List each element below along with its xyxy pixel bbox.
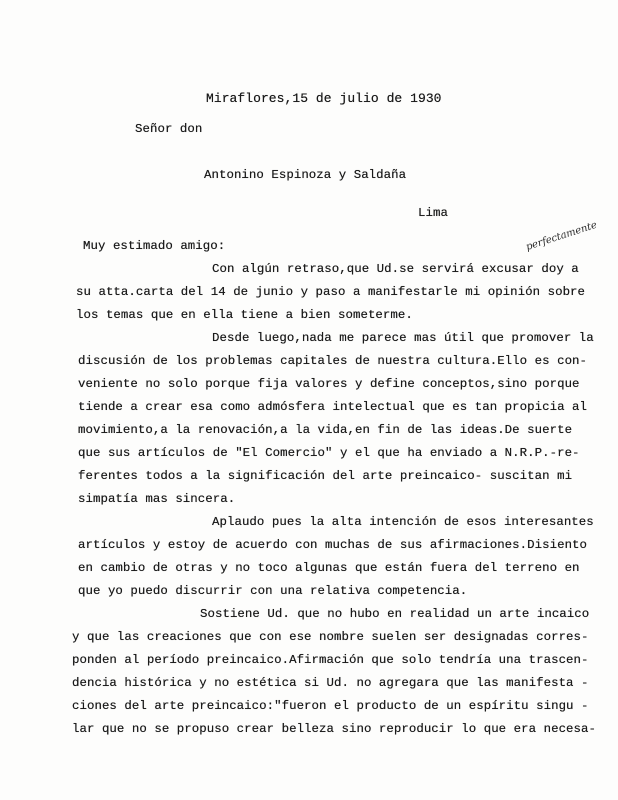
body-line: su atta.carta del 14 de junio y paso a manifestarle mi opinión sobre	[76, 285, 586, 299]
recipient-name: Antonino Espinoza y Saldaña	[204, 168, 407, 182]
body-line: los temas que en ella tiene a bien someterme.	[76, 308, 413, 322]
body-line: ciones del arte preincaico:"fueron el producto de un espíritu singu -	[72, 699, 589, 713]
body-line: dencia histórica y no estética si Ud. no agregara que las manifesta -	[72, 676, 589, 690]
body-line: artículos y estoy de acuerdo con muchas de sus afirmaciones.Disiento	[78, 538, 588, 552]
body-line: veniente no solo porque fija valores y define conceptos,sino porque	[78, 377, 580, 391]
body-line: y que las creaciones que con ese nombre suelen ser designadas corres-	[72, 630, 589, 644]
body-line: ponden al período preincaico.Afirmación que solo tendría una trascen-	[72, 653, 589, 667]
body-line: Con algún retraso,que Ud.se servirá excusar doy a	[212, 262, 579, 276]
body-line: movimiento,a la renovación,a la vida,en fin de las ideas.De suerte	[78, 423, 573, 437]
body-line: que yo puedo discurrir con una relativa competencia.	[78, 584, 468, 598]
body-line: Sostiene Ud. que no hubo en realidad un arte incaico	[200, 607, 590, 621]
salutation-prefix: Señor don	[135, 122, 203, 136]
body-line: lar que no se propuso crear belleza sino reproducir lo que era necesa-	[72, 722, 596, 736]
recipient-city: Lima	[418, 206, 448, 220]
place-date: Miraflores,15 de julio de 1930	[206, 91, 442, 106]
body-line: tiende a crear esa como admósfera intelectual que es tan propicia al	[78, 400, 588, 414]
body-line: Desde luego,nada me parece mas útil que promover la	[212, 331, 594, 345]
body-line: discusión de los problemas capitales de nuestra cultura.Ello es con-	[78, 354, 588, 368]
body-line: en cambio de otras y no toco algunas que están fuera del terreno en	[78, 561, 580, 575]
greeting: Muy estimado amigo:	[83, 239, 226, 253]
body-line: Aplaudo pues la alta intención de esos interesantes	[212, 515, 594, 529]
body-line: simpatía mas sincera.	[78, 492, 236, 506]
body-line: que sus artículos de "El Comercio" y el que ha enviado a N.R.P.-re-	[78, 446, 580, 460]
body-line: ferentes todos a la significación del arte preincaico- suscitan mi	[78, 469, 573, 483]
handwritten-note: perfectamente	[524, 219, 599, 253]
